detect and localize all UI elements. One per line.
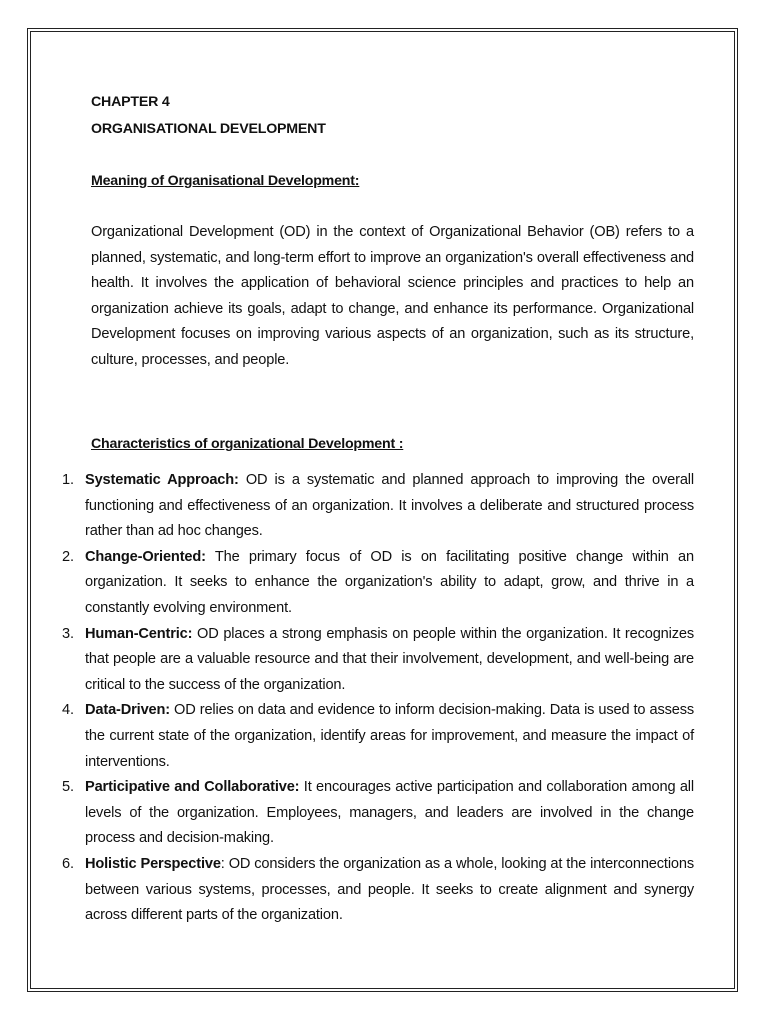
list-item-term: Change-Oriented: — [85, 548, 206, 565]
list-item — [62, 545, 694, 622]
list-item-term: Systematic Approach: — [85, 472, 239, 488]
list-item-text: The primary focus of OD is on facilitating positive change within an organization. It seeks to enhance the organization's ability to adapt, grow, and thrive in a constantly evolving environment. — [85, 548, 694, 616]
list-item-term: Human-Centric: — [85, 625, 193, 642]
list-item-text: It encourages active participation and collaboration among all levels of the organization. Employees, managers, and leaders are involved in the change process and decision-making. — [85, 779, 694, 847]
meaning-heading: Meaning of Organisational Development: — [91, 173, 360, 189]
list-item — [62, 698, 694, 775]
characteristics-list — [62, 468, 694, 929]
list-item — [62, 775, 694, 852]
meaning-paragraph: Organizational Development (OD) in the context of Organizational Behavior (OB) refers to a planned, systematic, and long-term effort to improve an organization's overall effectiveness and health. It involves the application of behavioral science principles and practices to help an organization achieve its goals, adapt to change, and enhance its performance. Organizational Development focuses on improving various aspects of an organization, such as its structure, culture, processes, and people. — [91, 224, 694, 368]
characteristics-heading: Characteristics of organizational Development : — [91, 436, 404, 452]
chapter-number: CHAPTER 4 — [91, 94, 170, 110]
list-item-number: 5. — [62, 779, 74, 796]
list-item-term: Participative and Collaborative: — [85, 779, 300, 796]
list-item-number: 6. — [62, 855, 74, 872]
list-item-number: 1. — [62, 472, 74, 488]
list-item-term: Holistic Perspective — [85, 855, 221, 872]
list-item — [62, 622, 694, 699]
list-item-text: OD places a strong emphasis on people within the organization. It recognizes that people are a valuable resource and that their involvement, development, and well-being are critical to the success of the organization. — [85, 625, 694, 693]
list-item — [62, 468, 694, 545]
list-item — [62, 852, 694, 929]
list-item-text: OD relies on data and evidence to inform decision-making. Data is used to assess the current state of the organization, identify areas for improvement, and measure the impact of interventions. — [85, 702, 694, 770]
list-item-term: Data-Driven: — [85, 702, 170, 719]
list-item-text: OD is a systematic and planned approach to improving the overall functioning and effectiveness of an organization. It involves a deliberate and structured process rather than ad hoc changes. — [85, 472, 694, 540]
list-item-text: : OD considers the organization as a whole, looking at the interconnections between various systems, processes, and people. It seeks to create alignment and synergy across different parts of the organization. — [85, 855, 694, 924]
list-item-number: 3. — [62, 625, 74, 642]
list-item-number: 4. — [62, 702, 74, 719]
list-item-number: 2. — [62, 548, 74, 565]
chapter-title: ORGANISATIONAL DEVELOPMENT — [91, 121, 326, 137]
